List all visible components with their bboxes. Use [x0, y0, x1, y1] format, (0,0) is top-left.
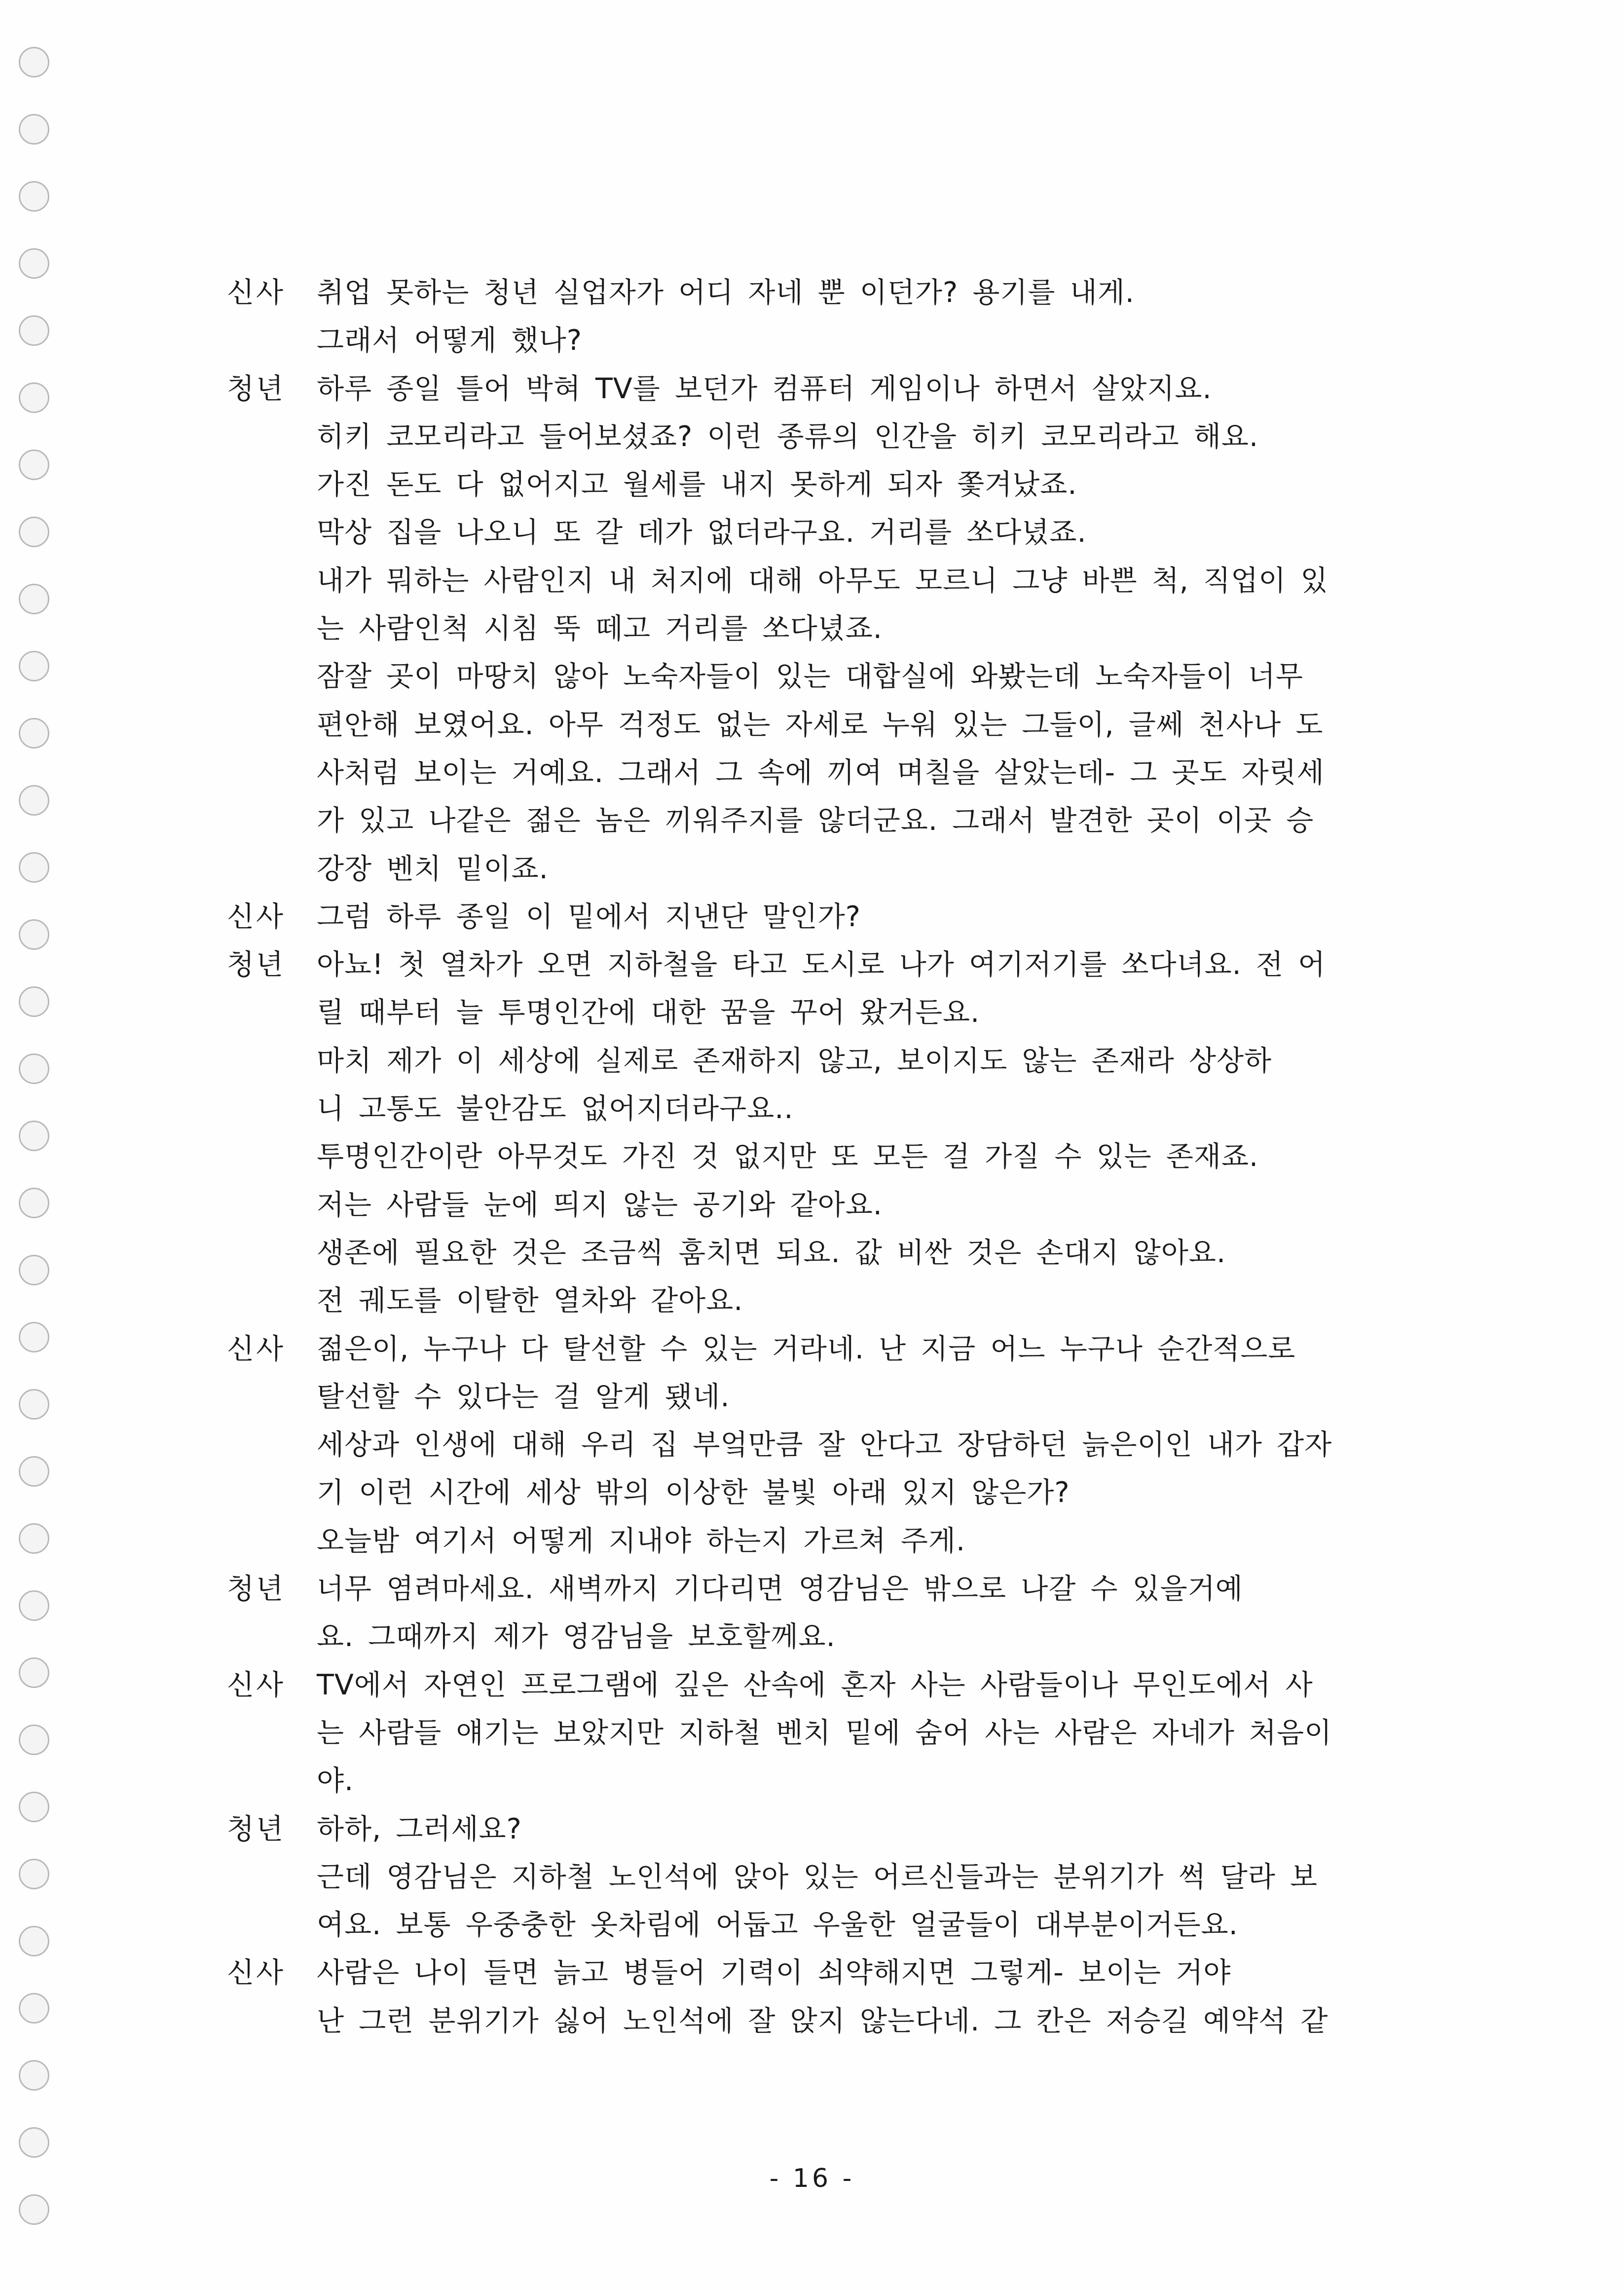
binder-hole [19, 919, 49, 950]
binder-hole [19, 986, 49, 1017]
speaker-name: 청년 [227, 372, 286, 405]
binder-hole [19, 651, 49, 681]
dialogue-line [227, 1037, 1396, 1085]
dialogue-line [227, 749, 1396, 797]
dialogue-text: TV에서 자연인 프로그램에 깊은 산속에 혼자 사는 사람들이나 무인도에서 사 [317, 1668, 1313, 1701]
binder-hole [19, 584, 49, 614]
speaker-name: 신사 [227, 900, 286, 933]
dialogue-line [227, 1325, 1396, 1373]
binder-hole [19, 1121, 49, 1151]
dialogue-line [227, 941, 1396, 989]
dialogue-line [227, 1661, 1396, 1709]
speaker-name: 청년 [227, 1573, 286, 1606]
dialogue-line [227, 365, 1396, 413]
binder-hole [19, 1859, 49, 1889]
dialogue-line [227, 1181, 1396, 1229]
dialogue-text: 야. [317, 1764, 354, 1798]
binder-hole [19, 450, 49, 480]
dialogue-text: 사람은 나이 들면 늙고 병들어 기력이 쇠약해지면 그렇게- 보이는 거야 [317, 1956, 1231, 1990]
dialogue-line [227, 1565, 1396, 1613]
dialogue-line [227, 1709, 1396, 1757]
dialogue-line [227, 461, 1396, 509]
binder-hole [19, 315, 49, 346]
dialogue-text: 잠잘 곳이 마땅치 않아 노숙자들이 있는 대합실에 와봤는데 노숙자들이 너무 [317, 660, 1303, 693]
dialogue-line [227, 1373, 1396, 1421]
dialogue-text: 오늘밤 여기서 어떻게 지내야 하는지 가르쳐 주게. [317, 1524, 966, 1557]
dialogue-text: 투명인간이란 아무것도 가진 것 없지만 또 모든 걸 가질 수 있는 존재죠. [317, 1140, 1259, 1173]
dialogue-text: 근데 영감님은 지하철 노인석에 앉아 있는 어르신들과는 분위기가 썩 달라 보 [317, 1860, 1318, 1893]
dialogue-text: 전 궤도를 이탈한 열차와 같아요. [317, 1284, 743, 1317]
binder-hole [19, 248, 49, 279]
dialogue-text: 내가 뭐하는 사람인지 내 처지에 대해 아무도 모르니 그냥 바쁜 척, 직업이 있 [317, 564, 1329, 597]
binder-hole [19, 785, 49, 816]
binder-hole [19, 517, 49, 547]
dialogue-text: 마치 제가 이 세상에 실제로 존재하지 않고, 보이지도 않는 존재라 상상하 [317, 1044, 1272, 1077]
binder-hole [19, 1389, 49, 1420]
dialogue-line [227, 1133, 1396, 1181]
dialogue-text: 가 있고 나같은 젊은 놈은 끼워주지를 않더군요. 그래서 발견한 곳이 이곳 승 [317, 804, 1314, 837]
binder-hole [19, 2060, 49, 2091]
dialogue-text: 강장 벤치 밑이죠. [317, 852, 549, 885]
dialogue-text: 는 사람인척 시침 뚝 떼고 거리를 쏘다녔죠. [317, 612, 883, 645]
dialogue-line [227, 701, 1396, 749]
speaker-name: 신사 [227, 1332, 286, 1365]
binder-hole [19, 852, 49, 883]
binder-hole [19, 114, 49, 145]
dialogue-line [227, 605, 1396, 653]
dialogue-line [227, 1997, 1396, 2045]
dialogue-line [227, 269, 1396, 317]
dialogue-line [227, 1421, 1396, 1469]
dialogue-text: 가진 돈도 다 없어지고 월세를 내지 못하게 되자 쫓겨났죠. [317, 468, 1077, 501]
script-body [227, 269, 1396, 2045]
dialogue-text: 그래서 어떻게 했나? [317, 324, 582, 357]
binder-hole [19, 718, 49, 749]
dialogue-line [227, 893, 1396, 941]
dialogue-text: 막상 집을 나오니 또 갈 데가 없더라구요. 거리를 쏘다녔죠. [317, 516, 1087, 549]
dialogue-text: 너무 염려마세요. 새벽까지 기다리면 영감님은 밖으로 나갈 수 있을거예 [317, 1573, 1243, 1606]
dialogue-text: 하하, 그러세요? [317, 1812, 522, 1845]
binder-hole [19, 1993, 49, 2024]
speaker-name: 신사 [227, 1956, 286, 1990]
binder-hole [19, 1523, 49, 1554]
binder-hole [19, 1255, 49, 1285]
dialogue-text: 탈선할 수 있다는 걸 알게 됐네. [317, 1380, 730, 1413]
dialogue-line [227, 1853, 1396, 1901]
binder-hole [19, 1657, 49, 1688]
dialogue-line [227, 1757, 1396, 1805]
dialogue-text: 난 그런 분위기가 싫어 노인석에 잘 앉지 않는다네. 그 칸은 저승길 예약석 같 [317, 2004, 1329, 2037]
binder-hole [19, 181, 49, 212]
dialogue-line [227, 1517, 1396, 1565]
dialogue-line [227, 1085, 1396, 1133]
dialogue-line [227, 413, 1396, 461]
dialogue-text: 그럼 하루 종일 이 밑에서 지낸단 말인가? [317, 900, 861, 933]
dialogue-line [227, 1901, 1396, 1949]
dialogue-text: 젊은이, 누구나 다 탈선할 수 있는 거라네. 난 지금 어느 누구나 순간적으로 [317, 1332, 1296, 1365]
binder-hole [19, 1456, 49, 1487]
dialogue-line [227, 797, 1396, 845]
binder-hole [19, 1792, 49, 1822]
dialogue-text: 는 사람들 얘기는 보았지만 지하철 벤치 밑에 숨어 사는 사람은 자네가 처음이 [317, 1716, 1332, 1749]
dialogue-line [227, 317, 1396, 365]
dialogue-line [227, 1949, 1396, 1997]
dialogue-line [227, 1613, 1396, 1661]
dialogue-text: 기 이런 시간에 세상 밖의 이상한 불빛 아래 있지 않은가? [317, 1476, 1070, 1509]
speaker-name: 신사 [227, 1668, 286, 1701]
dialogue-line [227, 845, 1396, 893]
dialogue-text: 취업 못하는 청년 실업자가 어디 자네 뿐 이던가? 용기를 내게. [317, 276, 1135, 309]
dialogue-line [227, 1229, 1396, 1277]
dialogue-line [227, 509, 1396, 557]
binder-hole [19, 47, 49, 77]
dialogue-text: 요. 그때까지 제가 영감님을 보호할께요. [317, 1620, 836, 1653]
dialogue-text: 저는 사람들 눈에 띄지 않는 공기와 같아요. [317, 1188, 883, 1221]
speaker-name: 신사 [227, 276, 286, 309]
dialogue-line [227, 557, 1396, 605]
binder-hole [19, 1322, 49, 1352]
binder-hole [19, 2194, 49, 2225]
dialogue-text: 여요. 보통 우중충한 옷차림에 어둡고 우울한 얼굴들이 대부분이거든요. [317, 1909, 1238, 1942]
binder-hole [19, 1725, 49, 1755]
dialogue-text: 니 고통도 불안감도 없어지더라구요.. [317, 1092, 794, 1126]
binder-hole [19, 2127, 49, 2158]
dialogue-line [227, 1277, 1396, 1325]
speaker-name: 청년 [227, 948, 286, 981]
binder-hole [19, 1188, 49, 1218]
dialogue-text: 편안해 보였어요. 아무 걱정도 없는 자세로 누워 있는 그들이, 글쎄 천사나 도 [317, 708, 1324, 741]
dialogue-line [227, 989, 1396, 1037]
dialogue-text: 사처럼 보이는 거예요. 그래서 그 속에 끼여 며칠을 살았는데- 그 곳도 자릿세 [317, 756, 1325, 789]
page-number: - 16 - [769, 2164, 855, 2193]
dialogue-text: 세상과 인생에 대해 우리 집 부엌만큼 잘 안다고 장담하던 늙은이인 내가 갑자 [317, 1428, 1332, 1462]
binder-hole [19, 382, 49, 413]
dialogue-line [227, 1805, 1396, 1853]
dialogue-line [227, 653, 1396, 701]
dialogue-text: 생존에 필요한 것은 조금씩 훔치면 되요. 값 비싼 것은 손대지 않아요. [317, 1236, 1226, 1269]
speaker-name: 청년 [227, 1812, 286, 1845]
binder-hole [19, 1053, 49, 1084]
dialogue-text: 히키 코모리라고 들어보셨죠? 이런 종류의 인간을 히키 코모리라고 해요. [317, 420, 1259, 453]
dialogue-line [227, 1469, 1396, 1517]
dialogue-text: 하루 종일 틀어 박혀 TV를 보던가 컴퓨터 게임이나 하면서 살았지요. [317, 372, 1212, 405]
dialogue-text: 릴 때부터 늘 투명인간에 대한 꿈을 꾸어 왔거든요. [317, 996, 980, 1029]
binder-hole [19, 1590, 49, 1621]
dialogue-text: 아뇨! 첫 열차가 오면 지하철을 타고 도시로 나가 여기저기를 쏘다녀요. 전 어 [317, 948, 1326, 981]
binder-holes [19, 47, 58, 2257]
binder-hole [19, 1926, 49, 1956]
